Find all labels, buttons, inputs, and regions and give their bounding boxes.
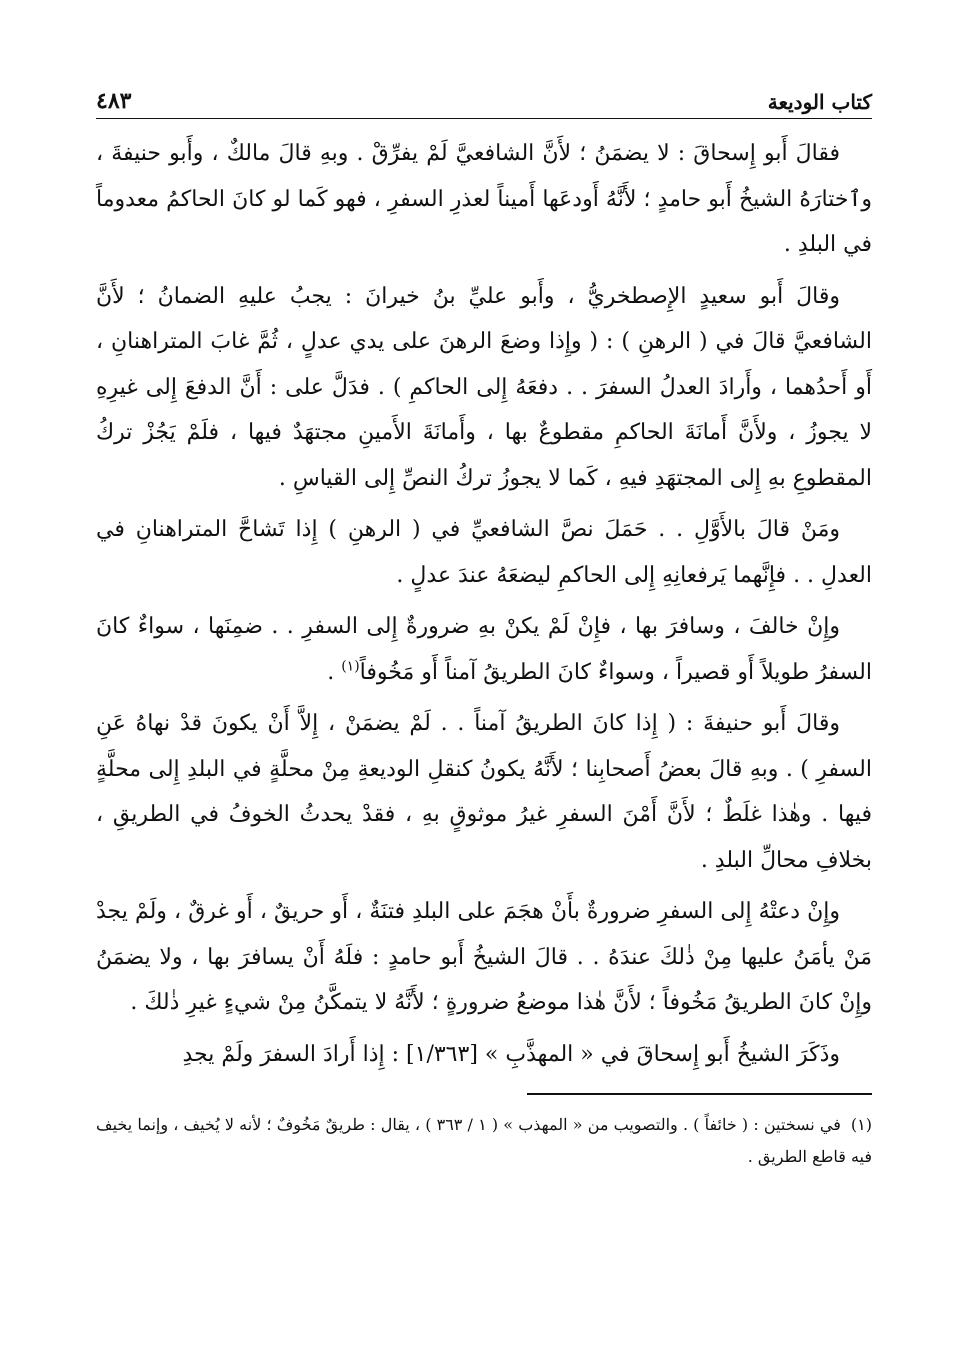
running-title: كتاب الوديعة [767,90,872,114]
paragraph-with-footnote [96,604,872,695]
paragraph: وقالَ أَبو سعيدٍ الإِصطخريُّ ، وأَبو عليِّ بنُ خيرانَ : يجبُ عليهِ الضمانُ ؛ لأَنَّ الشافعيَّ قالَ في ( الرهنِ ) : ( وإِذا وضعَ الرهنَ على يدي عدلٍ ، ثُمَّ غابَ المتراهنانِ ، أَو أَحدُهما ، وأَرادَ العدلُ السفرَ . . دفعَهُ إِلى الحاكمِ ) . فدَلَّ على : أَنَّ الدفعَ إِلى غيرِهِ لا يجوزُ ، ولأَنَّ أَمانَةَ الحاكمِ مقطوعٌ بها ، وأَمانَةَ الأَمينِ مجتهَدٌ فيها ، فلَمْ يَجُزْ تركُ المقطوعِ بهِ إِلى المجتهَدِ فيهِ ، كَما لا يجوزُ تركُ النصِّ إِلى القياسِ . [96,283,872,491]
paragraph-end: . [327,659,342,685]
footnotes [96,1109,872,1173]
paragraph: فقالَ أَبو إِسحاقَ : لا يضمَنُ ؛ لأَنَّ الشافعيَّ لَمْ يفرِّقْ . وبهِ قالَ مالكٌ ، وأَبو حنيفةَ ، وٱختارَهُ الشيخُ أَبو حامدٍ ؛ لأَنَّهُ أَودعَها أَميناً لعذرِ السفرِ ، فهو كَما لو كانَ الحاكمُ معدوماً في البلدِ . [96,141,872,257]
footnote [96,1109,872,1173]
body-text [96,131,872,1077]
paragraph: وذَكَرَ الشيخُ أَبو إِسحاقَ في « المهذَّبِ » [١/٣٦٣] : إِذا أَرادَ السفرَ ولَمْ يجدِ [182,1041,840,1067]
paragraph: وقالَ أَبو حنيفةَ : ( إِذا كانَ الطريقُ آمناً . . لَمْ يضمَنْ ، إِلاَّ أَنْ يكونَ قدْ نهاهُ عَنِ السفرِ ) . وبهِ قالَ بعضُ أَصحابِنا ؛ لأَنَّهُ يكونُ كنقلِ الوديعةِ مِنْ محلَّةٍ في البلدِ إِلى محلَّةٍ فيها . وهٰذا غلَطٌ ؛ لأَنَّ أَمْنَ السفرِ غيرُ موثوقٍ بهِ ، فقدْ يحدثُ الخوفُ في الطريقِ ، بخلافِ محالِّ البلدِ . [96,711,872,873]
footnote-divider [527,1093,872,1095]
footnote-reference[interactable]: (١) [341,658,360,675]
page-number: ٤٨٣ [96,88,132,114]
book-page [96,80,872,1173]
paragraph: وإِنْ دعتْهُ إِلى السفرِ ضرورةٌ بأَنْ هجَمَ على البلدِ فتنَةٌ ، أَو حريقٌ ، أَو غرقٌ ، ولَمْ يجدْ مَنْ يأمَنُ عليها مِنْ ذٰلكَ عندَهُ . . قالَ الشيخُ أَبو حامدٍ : فلَهُ أَنْ يسافرَ بها ، ولا يضمَنُ وإِنْ كانَ الطريقُ مَخُوفاً ؛ لأَنَّ هٰذا موضعُ ضرورةٍ ؛ لأَنَّهُ لا يتمكَّنُ مِنْ شيءٍ غيرِ ذٰلكَ . [96,899,872,1015]
paragraph-text: وإِنْ خالفَ ، وسافرَ بها ، فإِنْ لَمْ يكنْ بهِ ضرورةٌ إِلى السفرِ . . ضمِنَها ، سواءٌ كانَ السفرُ طويلاً أَو قصيراً ، وسواءٌ كانَ الطريقُ آمناً أَو مَخُوفاً [96,614,872,685]
paragraph: ومَنْ قالَ بالأَوَّلِ . . حَمَلَ نصَّ الشافعيِّ في ( الرهنِ ) إِذا تَشاحَّ المتراهنانِ في العدلِ . . فإِنَّهما يَرفعانِهِ إِلى الحاكمِ ليضعَهُ عندَ عدلٍ . [96,517,872,588]
footnote-text: في نسختين : ( خائفاً ) . والتصويب من « المهذب » ( ١ / ٣٦٣ ) ، يقال : طريقٌ مَخُوفٌ ؛ لأنه لا يُخيف ، وإنما يخيف فيه قاطع الطريق . [96,1115,872,1166]
footnote-number: (١) [850,1115,872,1134]
page-header [96,80,872,119]
